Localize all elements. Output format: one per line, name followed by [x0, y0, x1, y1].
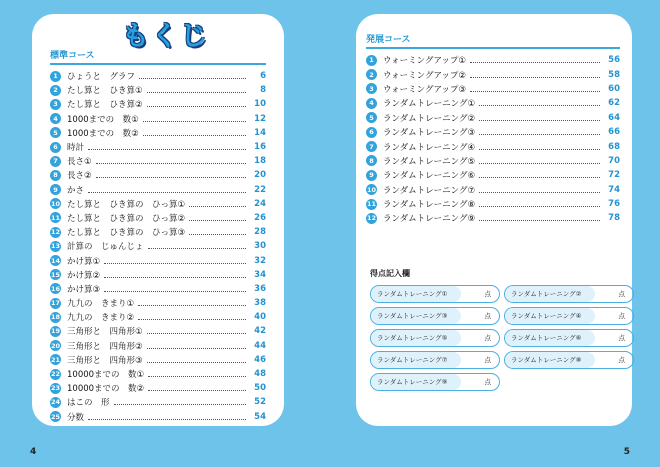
toc-item[interactable]: [50, 197, 266, 211]
score-entry[interactable]: [504, 329, 634, 347]
item-page-number: 36: [254, 283, 266, 294]
toc-item[interactable]: [50, 69, 266, 83]
item-page-number: 68: [608, 141, 620, 152]
standard-course-list: [50, 69, 266, 424]
page-number-left: 4: [30, 447, 37, 457]
item-title: 三角形と 四角形①: [67, 327, 143, 338]
item-title: 三角形と 四角形③: [67, 355, 143, 366]
leader-dots: [147, 328, 246, 334]
item-number-badge: 17: [50, 299, 61, 308]
item-title: 長さ①: [67, 157, 92, 168]
leader-dots: [143, 130, 246, 136]
item-number-badge: 10: [50, 199, 61, 208]
toc-item[interactable]: [50, 225, 266, 239]
item-title: 10000までの 数①: [67, 370, 145, 381]
toc-item[interactable]: [50, 97, 266, 111]
leader-dots: [138, 314, 246, 320]
right-page: [356, 14, 632, 426]
item-page-number: 64: [608, 112, 620, 123]
toc-item[interactable]: [50, 367, 266, 381]
item-number-badge: 4: [366, 98, 377, 109]
item-number-badge: 18: [50, 313, 61, 322]
page-number-right: 5: [623, 447, 630, 457]
item-title: 1000までの 数②: [67, 128, 139, 139]
item-title: ランダムトレーニング⑨: [383, 214, 476, 225]
item-page-number: 50: [254, 383, 266, 394]
item-title: かけ算③: [67, 284, 101, 295]
leader-dots: [104, 272, 246, 278]
leader-dots: [147, 357, 246, 363]
item-page-number: 76: [608, 199, 620, 210]
item-title: かけ算①: [67, 256, 101, 267]
score-entry-label: ランダムトレーニング⑥: [505, 330, 595, 346]
item-number-badge: 21: [50, 355, 61, 364]
item-page-number: 52: [254, 397, 266, 408]
item-number-badge: 8: [366, 155, 377, 166]
score-entry-label: ランダムトレーニング⑨: [371, 374, 461, 390]
score-record-heading: 得点記入欄: [370, 268, 410, 278]
item-page-number: 70: [608, 155, 620, 166]
item-number-badge: 4: [50, 113, 61, 124]
leader-dots: [479, 187, 600, 193]
item-title: 九九の きまり②: [67, 313, 135, 324]
item-title: ウォーミングアップ②: [383, 70, 467, 81]
item-title: ウォーミングアップ③: [383, 84, 467, 95]
leader-dots: [470, 86, 600, 92]
toc-item[interactable]: [50, 83, 266, 97]
item-page-number: 20: [254, 170, 266, 181]
item-number-badge: 7: [366, 141, 377, 152]
item-page-number: 72: [608, 170, 620, 181]
score-unit: 点: [618, 312, 625, 321]
item-number-badge: 14: [50, 256, 61, 265]
toc-item[interactable]: [50, 140, 266, 154]
item-page-number: 10: [254, 99, 266, 110]
toc-item[interactable]: [366, 53, 620, 67]
toc-item[interactable]: [50, 239, 266, 253]
item-page-number: 24: [254, 198, 266, 209]
leader-dots: [138, 300, 246, 306]
item-title: ランダムトレーニング②: [383, 113, 476, 124]
item-title: たし算と ひき算の ひっ算③: [67, 228, 186, 239]
item-title: ランダムトレーニング④: [383, 142, 476, 153]
leader-dots: [88, 187, 246, 193]
item-page-number: 46: [254, 354, 266, 365]
item-title: 長さ②: [67, 171, 92, 182]
leader-dots: [479, 144, 600, 150]
item-number-badge: 9: [366, 170, 377, 181]
item-page-number: 48: [254, 369, 266, 380]
item-number-badge: 5: [50, 127, 61, 138]
item-title: たし算と ひき算②: [67, 100, 143, 111]
item-number-badge: 3: [50, 99, 61, 110]
leader-dots: [479, 201, 600, 207]
score-unit: 点: [618, 334, 625, 343]
leader-dots: [96, 158, 246, 164]
item-title: たし算と ひき算の ひっ算①: [67, 199, 186, 210]
item-page-number: 18: [254, 156, 266, 167]
item-page-number: 58: [608, 69, 620, 80]
score-unit: 点: [618, 290, 625, 299]
toc-item[interactable]: [50, 211, 266, 225]
score-entry[interactable]: [504, 351, 634, 369]
item-number-badge: 2: [50, 85, 61, 96]
leader-dots: [148, 243, 246, 249]
toc-item[interactable]: [366, 111, 620, 125]
item-page-number: 14: [254, 127, 266, 138]
item-title: たし算と ひき算①: [67, 86, 143, 97]
item-page-number: 16: [254, 142, 266, 153]
toc-item[interactable]: [366, 82, 620, 96]
score-entry[interactable]: [370, 373, 500, 391]
item-number-badge: 22: [50, 370, 61, 379]
item-number-badge: 8: [50, 170, 61, 181]
item-number-badge: 6: [366, 127, 377, 138]
leader-dots: [139, 73, 246, 79]
toc-item[interactable]: [50, 410, 266, 424]
item-page-number: 62: [608, 98, 620, 109]
item-page-number: 78: [608, 213, 620, 224]
item-title: ランダムトレーニング⑥: [383, 171, 476, 182]
item-number-badge: 2: [366, 69, 377, 80]
item-page-number: 12: [254, 113, 266, 124]
toc-item[interactable]: [50, 395, 266, 409]
page-title: もくじ: [122, 21, 209, 52]
score-entry-label: ランダムトレーニング⑧: [505, 352, 595, 368]
item-title: ウォーミングアップ①: [383, 56, 467, 67]
item-title: 分数: [67, 412, 85, 423]
toc-item[interactable]: [366, 211, 620, 225]
score-entry[interactable]: [504, 307, 634, 325]
item-page-number: 30: [254, 241, 266, 252]
item-number-badge: 25: [50, 412, 61, 421]
item-number-badge: 3: [366, 83, 377, 94]
leader-dots: [88, 414, 246, 420]
item-number-badge: 12: [50, 228, 61, 237]
score-entry[interactable]: [370, 351, 500, 369]
toc-item[interactable]: [50, 268, 266, 282]
toc-item[interactable]: [366, 183, 620, 197]
item-number-badge: 12: [366, 214, 377, 223]
standard-course-heading: 標準コース: [50, 48, 266, 65]
toc-item[interactable]: [50, 154, 266, 168]
item-title: ランダムトレーニング⑦: [383, 185, 476, 196]
leader-dots: [479, 100, 600, 106]
score-unit: 点: [484, 356, 491, 365]
score-unit: 点: [484, 334, 491, 343]
leader-dots: [147, 87, 246, 93]
score-unit: 点: [484, 378, 491, 387]
leader-dots: [189, 229, 246, 235]
leader-dots: [479, 129, 600, 135]
advanced-course-list: [366, 53, 620, 226]
toc-item[interactable]: [50, 339, 266, 353]
leader-dots: [479, 158, 600, 164]
item-page-number: 60: [608, 83, 620, 94]
item-page-number: 74: [608, 184, 620, 195]
leader-dots: [88, 144, 246, 150]
item-title: 10000までの 数②: [67, 384, 145, 395]
item-title: かけ算②: [67, 270, 101, 281]
leader-dots: [104, 286, 246, 292]
toc-item[interactable]: [50, 282, 266, 296]
leader-dots: [148, 385, 246, 391]
score-unit: 点: [484, 290, 491, 299]
leader-dots: [148, 371, 246, 377]
item-number-badge: 19: [50, 327, 61, 336]
toc-item[interactable]: [50, 183, 266, 197]
toc-item[interactable]: [366, 67, 620, 81]
toc-item[interactable]: [50, 168, 266, 182]
leader-dots: [114, 399, 246, 405]
item-page-number: 8: [260, 85, 266, 96]
leader-dots: [147, 343, 246, 349]
item-title: はこの 形: [67, 398, 110, 409]
leader-dots: [189, 215, 246, 221]
item-number-badge: 24: [50, 398, 61, 407]
item-title: 時計: [67, 143, 85, 154]
leader-dots: [479, 215, 600, 221]
item-title: ランダムトレーニング①: [383, 99, 476, 110]
item-page-number: 54: [254, 411, 266, 422]
advanced-course-heading: 発展コース: [366, 32, 620, 49]
item-page-number: 66: [608, 127, 620, 138]
leader-dots: [143, 116, 246, 122]
score-entry[interactable]: [370, 285, 500, 303]
item-number-badge: 20: [50, 341, 61, 350]
item-page-number: 40: [254, 312, 266, 323]
item-title: かさ: [67, 185, 85, 196]
toc-item[interactable]: [50, 253, 266, 267]
item-title: ランダムトレーニング⑤: [383, 156, 476, 167]
item-number-badge: 23: [50, 384, 61, 393]
score-entry-label: ランダムトレーニング④: [505, 308, 595, 324]
item-number-badge: 13: [50, 242, 61, 251]
leader-dots: [147, 101, 246, 107]
item-number-badge: 7: [50, 156, 61, 167]
item-title: 1000までの 数①: [67, 114, 139, 125]
toc-item[interactable]: [366, 154, 620, 168]
toc-item[interactable]: [366, 168, 620, 182]
item-title: たし算と ひき算の ひっ算②: [67, 213, 186, 224]
score-unit: 点: [618, 356, 625, 365]
leader-dots: [470, 72, 600, 78]
item-page-number: 34: [254, 269, 266, 280]
item-page-number: 44: [254, 340, 266, 351]
leader-dots: [189, 201, 246, 207]
leader-dots: [470, 57, 600, 63]
item-number-badge: 16: [50, 284, 61, 293]
score-entry[interactable]: [504, 285, 634, 303]
item-title: 九九の きまり①: [67, 299, 135, 310]
left-page: [32, 14, 284, 426]
toc-item[interactable]: [50, 324, 266, 338]
item-page-number: 22: [254, 184, 266, 195]
item-number-badge: 10: [366, 185, 377, 194]
item-number-badge: 1: [366, 55, 377, 66]
item-page-number: 28: [254, 227, 266, 238]
item-page-number: 26: [254, 212, 266, 223]
toc-item[interactable]: [366, 125, 620, 139]
score-entry[interactable]: [370, 307, 500, 325]
item-page-number: 42: [254, 326, 266, 337]
item-number-badge: 1: [50, 71, 61, 82]
toc-item[interactable]: [366, 197, 620, 211]
score-entry[interactable]: [370, 329, 500, 347]
toc-item[interactable]: [50, 353, 266, 367]
score-entry-label: ランダムトレーニング③: [371, 308, 461, 324]
item-title: ランダムトレーニング⑧: [383, 200, 476, 211]
score-entry-label: ランダムトレーニング⑦: [371, 352, 461, 368]
item-number-badge: 11: [50, 213, 61, 222]
score-record-grid: [366, 285, 625, 391]
score-entry-label: ランダムトレーニング⑤: [371, 330, 461, 346]
item-title: ランダムトレーニング③: [383, 128, 476, 139]
score-entry-label: ランダムトレーニング①: [371, 286, 461, 302]
item-page-number: 38: [254, 298, 266, 309]
leader-dots: [479, 172, 600, 178]
toc-item[interactable]: [366, 96, 620, 110]
item-title: ひょうと グラフ: [67, 72, 136, 83]
leader-dots: [96, 172, 246, 178]
item-number-badge: 6: [50, 142, 61, 153]
toc-item[interactable]: [50, 381, 266, 395]
item-page-number: 56: [608, 55, 620, 66]
toc-item[interactable]: [50, 126, 266, 140]
leader-dots: [479, 115, 600, 121]
leader-dots: [104, 258, 246, 264]
item-number-badge: 15: [50, 270, 61, 279]
item-page-number: 6: [260, 71, 266, 82]
title-wrap: [122, 14, 209, 53]
score-entry-label: ランダムトレーニング②: [505, 286, 595, 302]
toc-item[interactable]: [50, 296, 266, 310]
item-page-number: 32: [254, 255, 266, 266]
item-number-badge: 5: [366, 112, 377, 123]
score-unit: 点: [484, 312, 491, 321]
item-number-badge: 11: [366, 200, 377, 209]
item-title: 計算の じゅんじょ: [67, 242, 144, 253]
toc-item[interactable]: [50, 112, 266, 126]
item-number-badge: 9: [50, 184, 61, 195]
toc-item[interactable]: [366, 139, 620, 153]
toc-item[interactable]: [50, 310, 266, 324]
item-title: 三角形と 四角形②: [67, 341, 143, 352]
